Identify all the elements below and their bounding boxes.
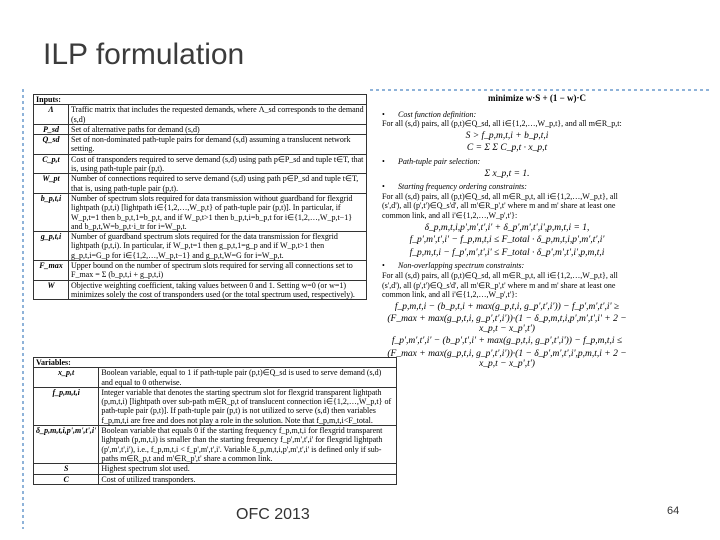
symbol-cell: δ_p,m,t,i,p',m',t',i' bbox=[34, 426, 99, 464]
bullet-icon: • bbox=[382, 156, 385, 166]
top-dotted-rule bbox=[370, 89, 710, 91]
section-title: Path-tuple pair selection: bbox=[398, 156, 481, 166]
constraint-section bbox=[382, 182, 632, 258]
objective-function: minimize w·S + (1 − w)·C bbox=[488, 93, 586, 103]
section-title: Starting frequency ordering constraints: bbox=[398, 182, 527, 192]
section-text: For all (s,d) pairs, all (p,t)∈Q_sd, all m∈R_p,t, all i∈{1,2,…,W_p,t}, all (s',d'), all (p',t')∈Q_s'd', all m'∈R_p',t' where m and m' share at least one common link, and all i'∈{1,2,…,W_p',t'}: bbox=[382, 191, 618, 220]
table-header-row bbox=[34, 358, 397, 368]
symbol-cell: C bbox=[34, 474, 99, 484]
section-heading bbox=[382, 182, 632, 192]
description-cell: Integer variable that denotes the starting spectrum slot for flexgrid transparent lightpath (p,m,t,i) [lightpath over sub-path m∈R_p,t of translucent connection i∈{1,2,…,W_p,t} of path-tuple pair (p,t)]. If path-tuple pair (p,t) is not utilized to serve (s,d) then variables f_p,m,t,i are free and does not play a role in the solution. Note that f_p,m,t,i<F_total. bbox=[99, 387, 397, 425]
constraint-section bbox=[382, 110, 632, 154]
bullet-icon: • bbox=[382, 182, 385, 192]
section-heading bbox=[382, 110, 632, 120]
equation: Σ x_p,t = 1. bbox=[484, 168, 530, 179]
table-row bbox=[34, 368, 397, 388]
variables_table-header: Variables: bbox=[34, 358, 397, 368]
description-cell: Number of guardband spectrum slots required for the data transmission for flexgrid lightpath (p,t,i). In particular, if W_p,t=1 then g_p,t,1=g_p and if W_p,t>1 then g_p,t,i=G_p for i∈{1,2,…,W_p,t−1} and g_p,t,W=G for i=W_p,t. bbox=[69, 232, 367, 261]
equation: f_p',m',t',i' − f_p,m,t,i ≤ F_total · δ_p,m,t,i,p',m',t',i' bbox=[409, 235, 605, 246]
footer-text: OFC 2013 bbox=[236, 506, 310, 523]
description-cell: Cost of transponders required to serve demand (s,d) using path p∈P_sd and tuple t∈T, that is, using path-tuple pair (p,t). bbox=[69, 154, 367, 174]
symbol-cell: P_sd bbox=[34, 124, 69, 134]
equation: (F_max + max(g_p,t,i, g_p',t',i'))·(1 − δ_p,m,t,i,p',m',t',i' + 2 − x_p,t − x_p',t') bbox=[387, 314, 627, 334]
table-row bbox=[34, 154, 367, 174]
section-heading bbox=[382, 157, 632, 167]
description-cell: Highest spectrum slot used. bbox=[99, 464, 397, 474]
section-title: Cost function definition: bbox=[398, 109, 477, 119]
equation: f_p,m,t,i − (b_p,t,i + max(g_p,t,i, g_p',t',i')) − f_p',m',t',i' ≥ bbox=[394, 301, 620, 312]
variables-table bbox=[33, 357, 397, 485]
left-dotted-rule bbox=[22, 89, 24, 529]
table-row bbox=[34, 124, 367, 134]
table-row bbox=[34, 174, 367, 194]
table-row bbox=[34, 387, 397, 425]
symbol-cell: F_max bbox=[34, 261, 69, 281]
description-cell: Number of connections required to serve demand (s,d) using path p∈P_sd and tuple t∈T, that is, using path-tuple pair (p,t). bbox=[69, 174, 367, 194]
description-cell: Boolean variable, equal to 1 if path-tuple pair (p,t)∈Q_sd is used to serve demand (s,d) and equal to 0 otherwise. bbox=[99, 368, 397, 388]
description-cell: Boolean variable that equals 0 if the starting frequency f_p,m,t,i for flexgrid transparent lightpath (p,m,t,i) is smaller than the starting frequency f_p',m',t',i' for flexgrid lightpath (p',m',t',i'), i.e., f_p,m,t,i < f_p',m',t',i'. Variable δ_p,m,t,i,p',m',t',i' is defined only if sub-paths m∈R_p,t and m'∈R_p',t' share a common link. bbox=[99, 426, 397, 464]
symbol-cell: C_p,t bbox=[34, 154, 69, 174]
equation: (F_max + max(g_p,t,i, g_p',t',i'))·(1 − δ_p',m',t',i',p,m,t,i + 2 − x_p,t − x_p',t') bbox=[387, 349, 627, 369]
constraint-section bbox=[382, 157, 632, 179]
equation: C = Σ Σ C_p,t · x_p,t bbox=[466, 143, 548, 154]
inputs_table-header: Inputs: bbox=[34, 95, 367, 105]
bullet-icon: • bbox=[382, 261, 385, 271]
description-cell: Traffic matrix that includes the requested demands, where Λ_sd corresponds to the demand (s,d) bbox=[69, 105, 367, 125]
equation: δ_p,m,t,i,p',m',t',i' + δ_p',m',t',i',p,m,t,i = 1, bbox=[424, 222, 590, 233]
table-row bbox=[34, 135, 367, 155]
inputs-table bbox=[33, 94, 367, 300]
description-cell: Cost of utilized transponders. bbox=[99, 474, 397, 484]
symbol-cell: W_pt bbox=[34, 174, 69, 194]
table-row bbox=[34, 232, 367, 261]
description-cell: Number of spectrum slots required for data transmission without guardband for flexgrid lightpath (p,t,i) [lightpath i∈{1,2,…,W_p,t} of path-tuple pair (p,t)]. In particular, if W_p,t=1 then b_p,t,1=b_p,t, and if W_p,t>1 then b_p,t,i=b_p,t for i∈{1,2,…,W_p,t−1} and b_p,t,W=b_p,t·i_tr for i=W_p,t. bbox=[69, 193, 367, 231]
slide-title: ILP formulation bbox=[43, 38, 245, 71]
bullet-icon: • bbox=[382, 109, 385, 119]
table-row bbox=[34, 426, 397, 464]
table-row bbox=[34, 474, 397, 484]
description-cell: Objective weighting coefficient, taking values between 0 and 1. Setting w=0 (or w=1) minimizes solely the cost of transponders used (or the total spectrum used, respectively). bbox=[69, 280, 367, 300]
section-title: Non-overlapping spectrum constraints: bbox=[398, 261, 525, 271]
symbol-cell: x_p,t bbox=[34, 368, 99, 388]
table-row bbox=[34, 105, 367, 125]
symbol-cell: g_p,t,i bbox=[34, 232, 69, 261]
symbol-cell: f_p,m,t,i bbox=[34, 387, 99, 425]
table-row bbox=[34, 261, 367, 281]
description-cell: Set of alternative paths for demand (s,d) bbox=[69, 124, 367, 134]
formulation-panel bbox=[382, 94, 632, 372]
symbol-cell: W bbox=[34, 280, 69, 300]
table-row bbox=[34, 193, 367, 231]
symbol-cell: Q_sd bbox=[34, 135, 69, 155]
symbol-cell: b_p,t,i bbox=[34, 193, 69, 231]
description-cell: Set of non-dominated path-tuple pairs for demand (s,d) assuming a translucent network setting. bbox=[69, 135, 367, 155]
equation: f_p,m,t,i − f_p',m',t',i' ≤ F_total · δ_p',m',t',i',p,m,t,i bbox=[409, 247, 605, 258]
section-text: For all (s,d) pairs, all (p,t)∈Q_sd, all m∈R_p,t, all i∈{1,2,…,W_p,t}, all (s',d'), all (p',t')∈Q_s'd', all m'∈R_p',t' where m and m' share at least one common link, and all i'∈{1,2,…,W_p',t'}: bbox=[382, 270, 618, 300]
description-cell: Upper bound on the number of spectrum slots required for serving all connections set to F_max = Σ (b_p,t,i + g_p,t,i) bbox=[69, 261, 367, 281]
table-row bbox=[34, 280, 367, 300]
section-heading bbox=[382, 261, 632, 271]
equation: f_p',m',t',i' − (b_p',t',i' + max(g_p,t,i, g_p',t',i')) − f_p,m,t,i ≤ bbox=[391, 336, 623, 347]
table-row bbox=[34, 464, 397, 474]
table-header-row bbox=[34, 95, 367, 105]
page-number: 64 bbox=[667, 505, 680, 517]
section-text: For all (s,d) pairs, all (p,t)∈Q_sd, all i∈{1,2,…,W_p,t}, and all m∈R_p,t: bbox=[382, 119, 622, 129]
equation: S > f_p,m,t,i + b_p,t,i bbox=[465, 130, 549, 141]
symbol-cell: Λ bbox=[34, 105, 69, 125]
symbol-cell: S bbox=[34, 464, 99, 474]
constraint-section bbox=[382, 261, 632, 369]
